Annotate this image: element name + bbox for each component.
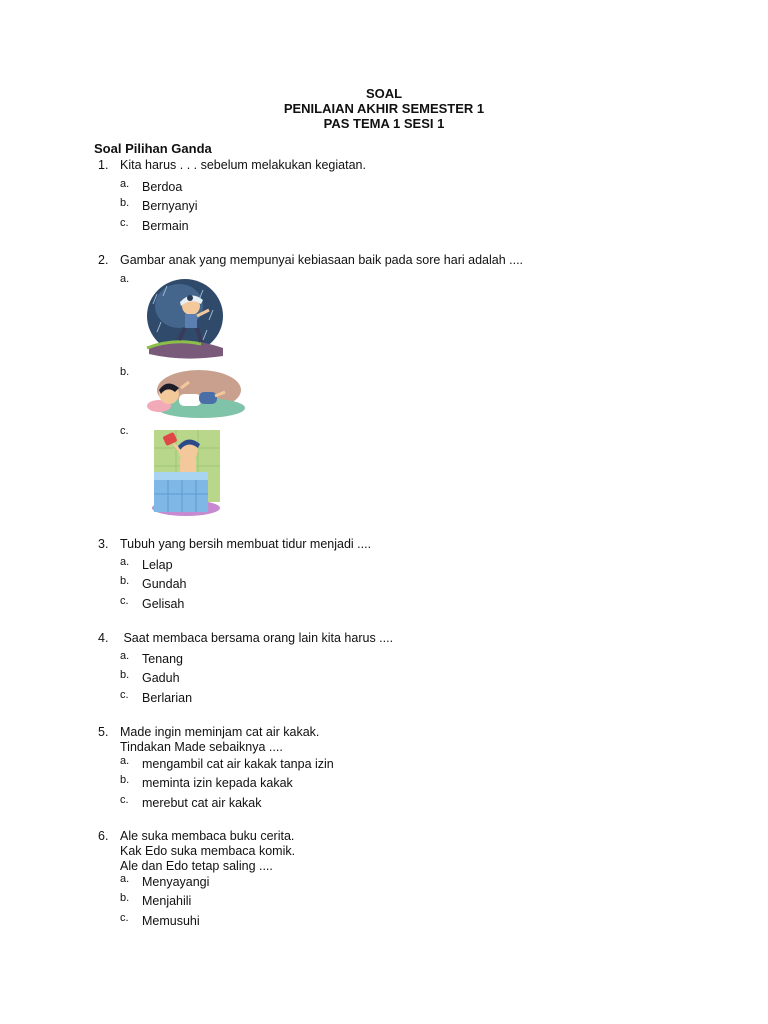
question-text [120, 829, 295, 874]
question-text [120, 725, 319, 755]
document-header [0, 86, 768, 131]
option-text: mengambil cat air kakak tanpa izin [142, 757, 334, 771]
option-letter: b. [120, 774, 130, 786]
child-running-in-rain-illustration [143, 276, 225, 360]
option-letter: a. [120, 556, 130, 568]
option-text: Berlarian [142, 691, 193, 705]
option-letter: c. [120, 794, 129, 806]
question-text: Kita harus . . . sebelum melakukan kegiatan. [120, 158, 366, 172]
option-text: Memusuhi [142, 914, 200, 928]
option-letter: a. [120, 178, 130, 190]
option-text: Berdoa [142, 180, 183, 194]
option-letter: b. [120, 575, 130, 587]
option-text: Gaduh [142, 671, 180, 685]
option-letter: a. [120, 273, 130, 285]
question-number: 3. [98, 537, 109, 551]
option-letter: b. [120, 669, 130, 681]
question-number: 5. [98, 725, 109, 739]
child-sleeping-illustration [145, 368, 247, 420]
question-line: Ale dan Edo tetap saling .... [120, 859, 273, 873]
question-number: 1. [98, 158, 109, 172]
header-line-1: SOAL [365, 86, 403, 101]
question-number: 6. [98, 829, 109, 843]
option-letter: a. [120, 873, 130, 885]
header-line-2: PENILAIAN AKHIR SEMESTER 1 [283, 101, 485, 116]
option-text: Gelisah [142, 597, 185, 611]
option-text: Lelap [142, 558, 173, 572]
option-text: merebut cat air kakak [142, 796, 262, 810]
option-letter: c. [120, 595, 129, 607]
option-text: Bernyanyi [142, 199, 198, 213]
option-letter: a. [120, 650, 130, 662]
option-letter: c. [120, 912, 129, 924]
option-text: Gundah [142, 577, 187, 591]
option-text: Bermain [142, 219, 189, 233]
question-line: Made ingin meminjam cat air kakak. [120, 725, 320, 739]
header-line-3: PAS TEMA 1 SESI 1 [323, 116, 445, 131]
option-letter: b. [120, 197, 130, 209]
option-text: Menjahili [142, 894, 192, 908]
option-text: Tenang [142, 652, 184, 666]
question-text: Gambar anak yang mempunyai kebiasaan baik pada sore hari adalah .... [120, 253, 524, 267]
question-number: 2. [98, 253, 109, 267]
option-letter: c. [120, 217, 129, 229]
child-bathing-illustration [150, 428, 222, 518]
option-letter: a. [120, 755, 130, 767]
question-line: Ale suka membaca buku cerita. [120, 829, 295, 843]
option-letter: c. [120, 425, 129, 437]
option-letter: b. [120, 892, 130, 904]
section-title: Soal Pilihan Ganda [94, 141, 212, 156]
question-text: Tubuh yang bersih membuat tidur menjadi .... [120, 537, 372, 551]
question-text: Saat membaca bersama orang lain kita harus .... [120, 631, 394, 645]
option-text: meminta izin kepada kakak [142, 776, 293, 790]
option-text: Menyayangi [142, 875, 210, 889]
question-number: 4. [98, 631, 109, 645]
question-line: Tindakan Made sebaiknya .... [120, 740, 283, 754]
question-line: Kak Edo suka membaca komik. [120, 844, 296, 858]
option-letter: b. [120, 366, 130, 378]
option-letter: c. [120, 689, 129, 701]
